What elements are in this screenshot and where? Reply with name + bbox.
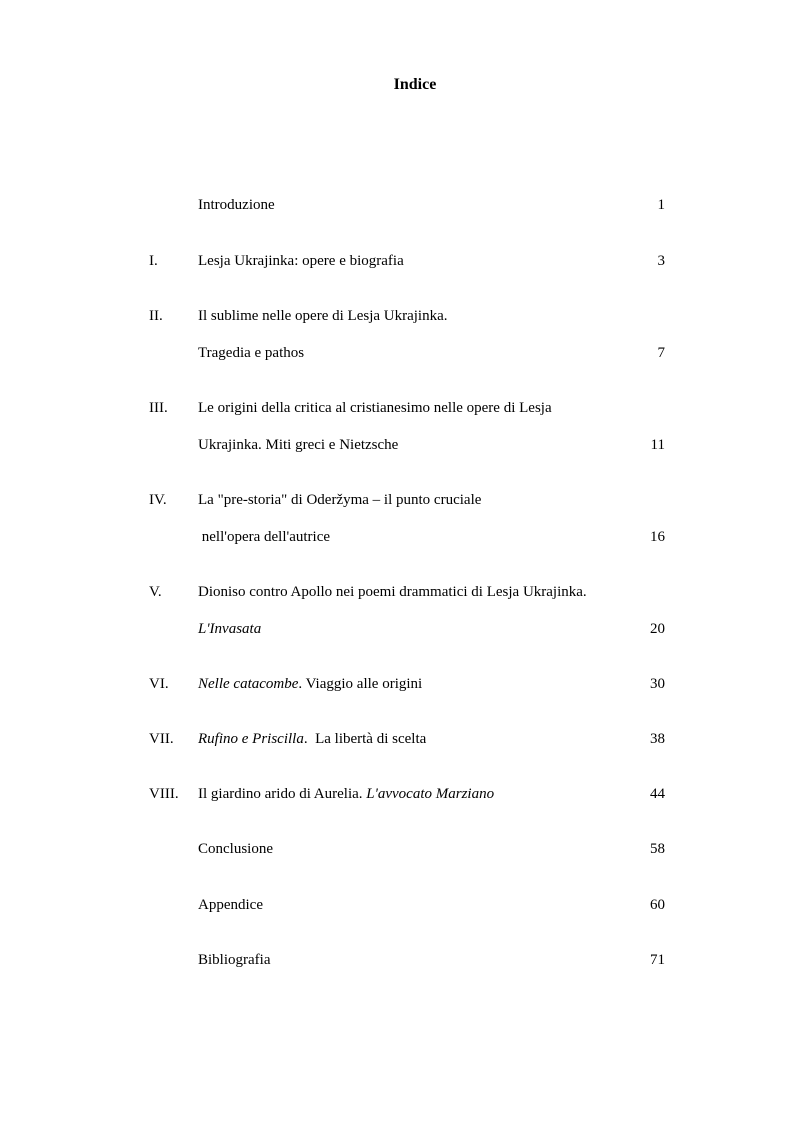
- toc-entry-6-rest: . Viaggio alle origini: [298, 676, 423, 692]
- toc-page-6: 30: [650, 676, 665, 692]
- toc-page-8: 44: [650, 786, 665, 802]
- toc-entry-7: [198, 730, 426, 748]
- toc-page-1: 3: [657, 253, 665, 269]
- toc-entry-appendice: Appendice: [198, 897, 263, 913]
- toc-entry-conclusione: Conclusione: [198, 841, 273, 857]
- toc-page-bibliografia: 71: [650, 952, 665, 968]
- toc-number-8: VIII.: [149, 786, 179, 802]
- toc-number-3: III.: [149, 400, 168, 416]
- toc-entry-8-plain: Il giardino arido di Aurelia.: [198, 786, 367, 802]
- toc-entry-5-line2: L'Invasata: [198, 621, 262, 637]
- toc-page-introduzione: 1: [657, 197, 665, 213]
- toc-entry-4-line2: nell'opera dell'autrice: [198, 529, 331, 545]
- toc-page-2: 7: [657, 345, 665, 361]
- toc-page-4: 16: [650, 529, 665, 545]
- toc-entry-3-line2: Ukrajinka. Miti greci e Nietzsche: [198, 437, 399, 453]
- toc-entry-2-line2: Tragedia e pathos: [198, 345, 305, 361]
- toc-entry-2-line1: Il sublime nelle opere di Lesja Ukrajinka.: [198, 308, 448, 324]
- toc-page-conclusione: 58: [650, 841, 665, 857]
- toc-page-5: 20: [650, 621, 665, 637]
- toc-entry-6: [198, 675, 422, 693]
- toc-number-5: V.: [149, 584, 162, 600]
- toc-entry-6-italic: Nelle catacombe: [198, 676, 299, 692]
- toc-entry-1: Lesja Ukrajinka: opere e biografia: [198, 253, 404, 269]
- toc-entry-8-italic: L'avvocato Marziano: [366, 786, 495, 802]
- toc-entry-3-line1: Le origini della critica al cristianesimo nelle opere di Lesja: [198, 400, 552, 416]
- toc-entry-7-rest: . La libertà di scelta: [303, 731, 427, 747]
- toc-number-6: VI.: [149, 676, 169, 692]
- toc-entry-4-line1: La "pre-storia" di Oderžyma – il punto cruciale: [198, 492, 482, 508]
- toc-entry-8: [198, 785, 494, 803]
- toc-number-2: II.: [149, 308, 163, 324]
- toc-page-7: 38: [650, 731, 665, 747]
- toc-page-appendice: 60: [650, 897, 665, 913]
- toc-number-4: IV.: [149, 492, 167, 508]
- toc-entry-5-line1: Dioniso contro Apollo nei poemi drammatici di Lesja Ukrajinka.: [198, 584, 587, 600]
- toc-entry-introduzione: Introduzione: [198, 197, 275, 213]
- toc-entry-bibliografia: Bibliografia: [198, 952, 271, 968]
- page-title: Indice: [393, 76, 437, 93]
- toc-entry-7-italic: Rufino e Priscilla: [198, 731, 304, 747]
- toc-page-3: 11: [650, 437, 665, 453]
- toc-number-1: I.: [149, 253, 158, 269]
- toc-number-7: VII.: [149, 731, 174, 747]
